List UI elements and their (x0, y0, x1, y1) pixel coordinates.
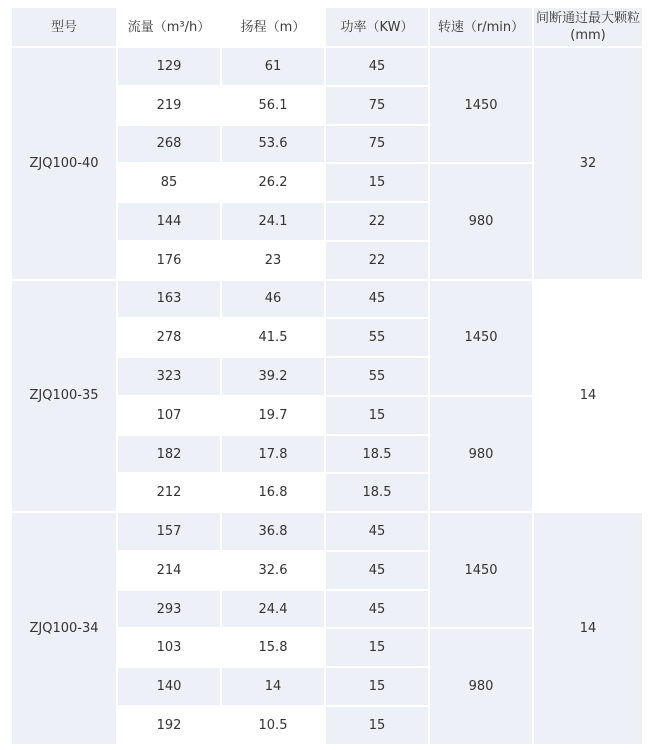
table-row (11, 280, 643, 319)
speed-cell: 1450 (429, 47, 533, 163)
head-cell: 41.5 (221, 318, 325, 357)
head-cell: 19.7 (221, 396, 325, 435)
flow-cell: 103 (117, 628, 221, 667)
flow-cell: 107 (117, 396, 221, 435)
flow-cell: 268 (117, 125, 221, 164)
table-row (11, 47, 643, 86)
speed-cell: 980 (429, 163, 533, 279)
power-cell: 15 (325, 628, 429, 667)
speed-cell: 980 (429, 396, 533, 512)
head-cell: 61 (221, 47, 325, 86)
head-cell: 46 (221, 280, 325, 319)
header-flow: 流量（m³/h） (117, 7, 221, 47)
head-cell: 10.5 (221, 706, 325, 745)
speed-cell: 980 (429, 628, 533, 745)
power-cell: 45 (325, 280, 429, 319)
power-cell: 15 (325, 163, 429, 202)
flow-cell: 182 (117, 435, 221, 474)
power-cell: 15 (325, 396, 429, 435)
flow-cell: 163 (117, 280, 221, 319)
power-cell: 45 (325, 551, 429, 590)
head-cell: 14 (221, 667, 325, 706)
power-cell: 55 (325, 357, 429, 396)
power-cell: 75 (325, 86, 429, 125)
power-cell: 75 (325, 125, 429, 164)
header-power: 功率（KW） (325, 7, 429, 47)
particle-cell: 14 (533, 280, 643, 513)
head-cell: 15.8 (221, 628, 325, 667)
table-row (11, 512, 643, 551)
particle-cell: 32 (533, 47, 643, 280)
header-model: 型号 (11, 7, 117, 47)
head-cell: 53.6 (221, 125, 325, 164)
head-cell: 23 (221, 241, 325, 280)
power-cell: 18.5 (325, 435, 429, 474)
spec-sheet (10, 6, 642, 746)
head-cell: 56.1 (221, 86, 325, 125)
flow-cell: 323 (117, 357, 221, 396)
table-body (11, 47, 643, 745)
particle-cell: 14 (533, 512, 643, 745)
power-cell: 45 (325, 47, 429, 86)
flow-cell: 192 (117, 706, 221, 745)
model-cell: ZJQ100-34 (11, 512, 117, 745)
model-cell: ZJQ100-40 (11, 47, 117, 280)
flow-cell: 219 (117, 86, 221, 125)
flow-cell: 157 (117, 512, 221, 551)
power-cell: 22 (325, 202, 429, 241)
power-cell: 45 (325, 512, 429, 551)
power-cell: 15 (325, 706, 429, 745)
head-cell: 32.6 (221, 551, 325, 590)
head-cell: 16.8 (221, 473, 325, 512)
flow-cell: 140 (117, 667, 221, 706)
flow-cell: 129 (117, 47, 221, 86)
speed-cell: 1450 (429, 280, 533, 396)
header-head: 扬程（m） (221, 7, 325, 47)
head-cell: 36.8 (221, 512, 325, 551)
power-cell: 55 (325, 318, 429, 357)
flow-cell: 85 (117, 163, 221, 202)
power-cell: 45 (325, 590, 429, 629)
speed-cell: 1450 (429, 512, 533, 628)
header-speed: 转速（r/min） (429, 7, 533, 47)
head-cell: 39.2 (221, 357, 325, 396)
power-cell: 15 (325, 667, 429, 706)
model-cell: ZJQ100-35 (11, 280, 117, 513)
header-row (11, 7, 643, 47)
flow-cell: 144 (117, 202, 221, 241)
head-cell: 26.2 (221, 163, 325, 202)
head-cell: 24.1 (221, 202, 325, 241)
flow-cell: 214 (117, 551, 221, 590)
header-particle: 间断通过最大颗粒(mm) (533, 7, 643, 47)
head-cell: 17.8 (221, 435, 325, 474)
power-cell: 22 (325, 241, 429, 280)
flow-cell: 293 (117, 590, 221, 629)
flow-cell: 212 (117, 473, 221, 512)
pump-spec-table (10, 6, 644, 746)
flow-cell: 278 (117, 318, 221, 357)
power-cell: 18.5 (325, 473, 429, 512)
flow-cell: 176 (117, 241, 221, 280)
head-cell: 24.4 (221, 590, 325, 629)
